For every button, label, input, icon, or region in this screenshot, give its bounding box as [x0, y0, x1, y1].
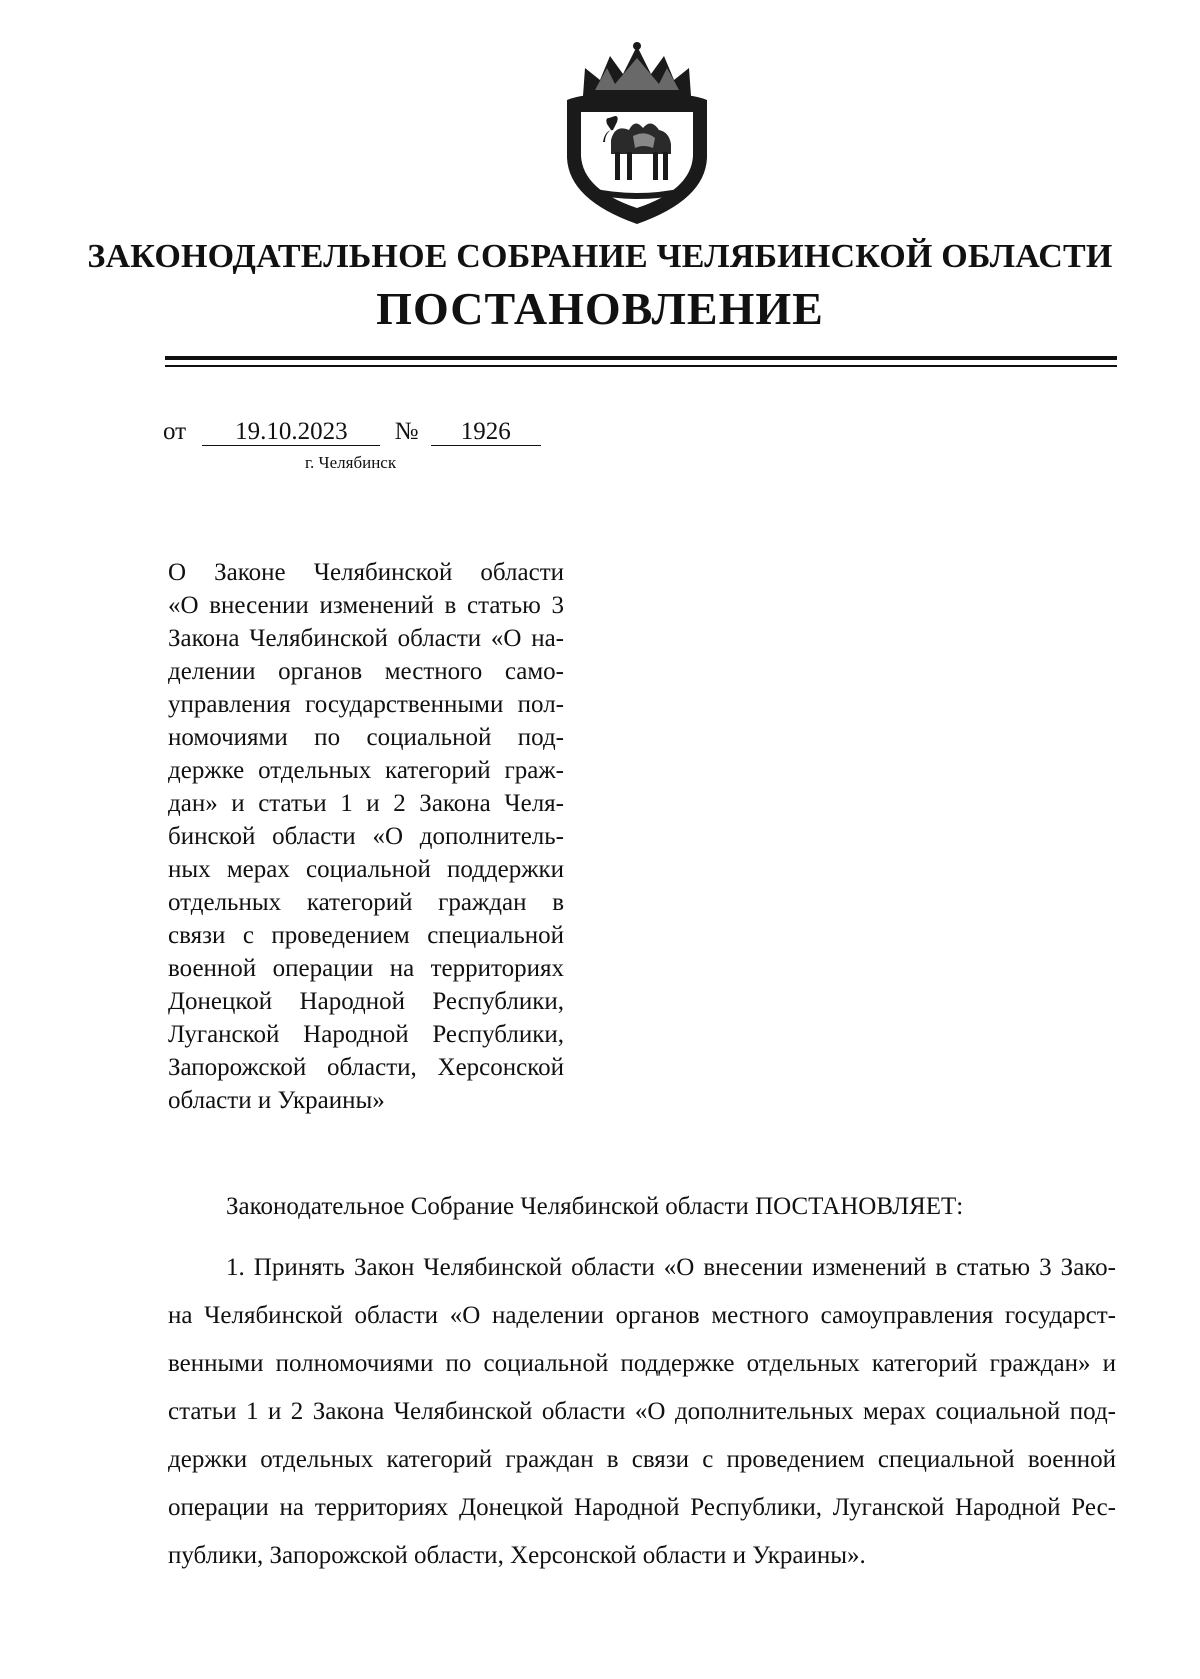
subject-line: бинской области «О дополнитель- — [168, 823, 564, 850]
paragraph-line: 1. Принять Закон Челябинской области «О внесении изменений в статью 3 Зако- — [226, 1254, 1116, 1281]
number-prefix: № — [394, 418, 419, 445]
subject-line: Донецкой Народной Республики, — [168, 988, 564, 1015]
date-prefix: от — [163, 418, 187, 445]
subject-line: Запорожской области, Херсонской — [168, 1054, 564, 1081]
document-type-title: ПОСТАНОВЛЕНИЕ — [376, 283, 824, 334]
date-number-line — [163, 418, 541, 446]
document-date: 19.10.2023 — [202, 419, 380, 446]
document-subject — [168, 556, 564, 1117]
subject-line: дан» и статьи 1 и 2 Закона Челя- — [168, 790, 564, 817]
paragraph-line: операции на территориях Донецкой Народной Республики, Луганской Народной Рес- — [168, 1494, 1116, 1521]
paragraph-line: держки отдельных категорий граждан в связи с проведением специальной военной — [168, 1446, 1116, 1473]
header-divider-thick — [165, 356, 1117, 360]
organization-title: ЗАКОНОДАТЕЛЬНОЕ СОБРАНИЕ ЧЕЛЯБИНСКОЙ ОБЛАСТИ — [87, 238, 1113, 275]
paragraph-line: публики, Запорожской области, Херсонской области и Украины». — [168, 1542, 866, 1569]
resolves-statement: Законодательное Собрание Челябинской области ПОСТАНОВЛЯЕТ: — [226, 1193, 964, 1220]
subject-line: управления государственными пол- — [168, 691, 564, 718]
subject-line: области и Украины» — [168, 1087, 385, 1114]
city-label: г. Челябинск — [305, 453, 397, 472]
resolution-paragraph — [168, 1244, 1116, 1580]
subject-line: О Законе Челябинской области — [168, 559, 564, 586]
subject-line: связи с проведением специальной — [168, 922, 564, 949]
subject-line: «О внесении изменений в статью 3 — [168, 592, 564, 619]
subject-line: Луганской Народной Республики, — [168, 1021, 564, 1048]
header-divider-thin — [165, 365, 1117, 367]
paragraph-line: венными полномочиями по социальной поддержке отдельных категорий граждан» и — [168, 1350, 1116, 1377]
subject-line: ных мерах социальной поддержки — [168, 856, 564, 883]
paragraph-line: на Челябинской области «О наделении органов местного самоуправления государст- — [168, 1302, 1116, 1329]
subject-line: военной операции на территориях — [168, 955, 564, 982]
subject-line: держке отдельных категорий граж- — [168, 757, 564, 784]
subject-line: Закона Челябинской области «О на- — [168, 625, 564, 652]
paragraph-line: статьи 1 и 2 Закона Челябинской области «О дополнительных мерах социальной под- — [168, 1398, 1116, 1425]
chelyabinsk-coat-of-arms-icon — [555, 38, 720, 228]
subject-line: номочиями по социальной под- — [168, 724, 564, 751]
document-number: 1926 — [431, 419, 541, 446]
subject-line: отдельных категорий граждан в — [168, 889, 564, 916]
subject-line: делении органов местного само- — [168, 658, 564, 685]
